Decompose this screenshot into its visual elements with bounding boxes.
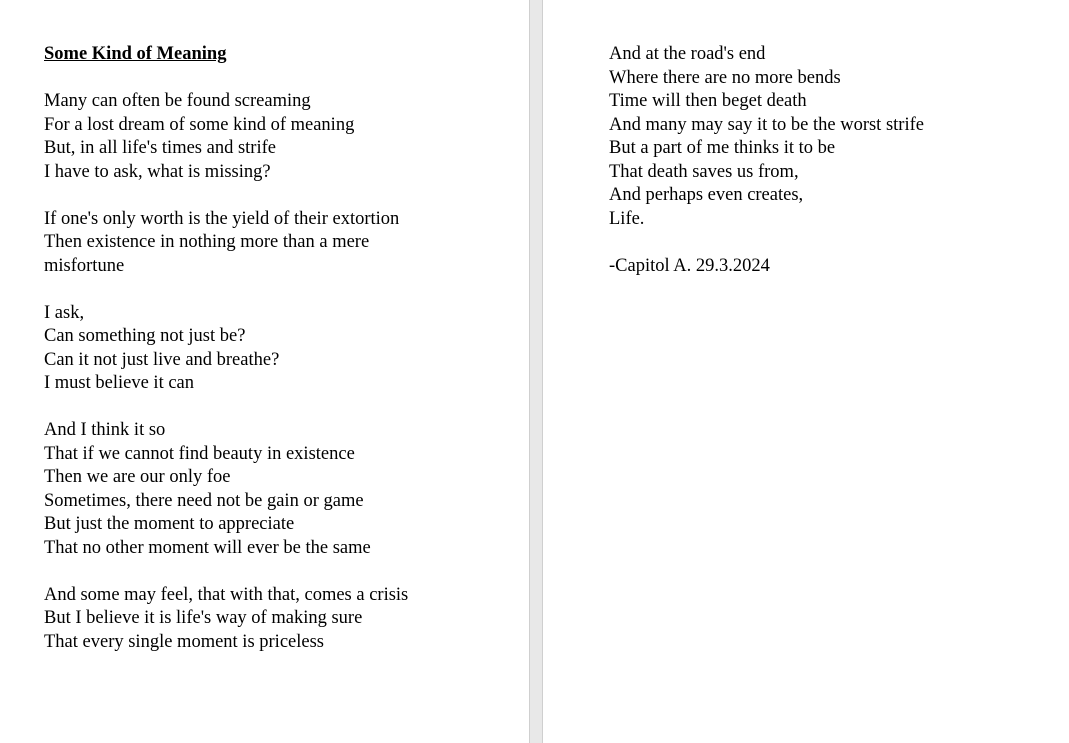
poem-line: That no other moment will ever be the same (44, 537, 371, 558)
poem-line: Can it not just live and breathe? (44, 349, 280, 370)
poem-line: But just the moment to appreciate (44, 514, 295, 534)
poem-line: I ask, (44, 302, 85, 323)
poem-line: misfortune (44, 255, 125, 276)
poem-line: Many can often be found screaming (44, 91, 311, 111)
page-right-content (609, 43, 1029, 278)
poem-line: Sometimes, there need not be gain or game (44, 490, 364, 511)
poem-title: Some Kind of Meaning (44, 44, 227, 64)
page-separator (529, 0, 543, 743)
blank-line (44, 560, 484, 584)
blank-line (44, 278, 484, 302)
poem-line: That if we cannot find beauty in existence (44, 443, 355, 464)
page-right (543, 0, 1069, 743)
poem-line: I must believe it can (44, 373, 195, 393)
page-left (0, 0, 529, 743)
poem-line: Then existence in nothing more than a mere (44, 232, 370, 252)
poem-line: And perhaps even creates, (609, 185, 804, 205)
poem-line: And some may feel, that with that, comes a crisis (44, 584, 409, 605)
poem-line: And at the road's end (609, 44, 766, 64)
poem-line: I have to ask, what is missing? (44, 161, 271, 182)
blank-line (609, 231, 1029, 255)
poem-line: If one's only worth is the yield of their extortion (44, 208, 400, 229)
poem-line: For a lost dream of some kind of meaning (44, 114, 355, 135)
blank-line (44, 184, 484, 208)
poem-line: Then we are our only foe (44, 467, 231, 487)
author-signature: -Capitol A. 29.3.2024 (609, 255, 770, 276)
poem-line: And I think it so (44, 420, 166, 440)
poem-line: Life. (609, 208, 645, 229)
blank-line (44, 67, 484, 91)
poem-line: But a part of me thinks it to be (609, 138, 836, 158)
poem-line: Where there are no more bends (609, 67, 841, 88)
page-left-content (44, 43, 484, 654)
poem-line: That every single moment is priceless (44, 631, 324, 652)
poem-line: But, in all life's times and strife (44, 138, 276, 158)
poem-line: And many may say it to be the worst strife (609, 114, 924, 135)
poem-line: That death saves us from, (609, 161, 799, 182)
blank-line (44, 396, 484, 420)
poem-line: Time will then beget death (609, 91, 807, 111)
poem-line: Can something not just be? (44, 326, 246, 346)
poem-line: But I believe it is life's way of making sure (44, 608, 363, 628)
